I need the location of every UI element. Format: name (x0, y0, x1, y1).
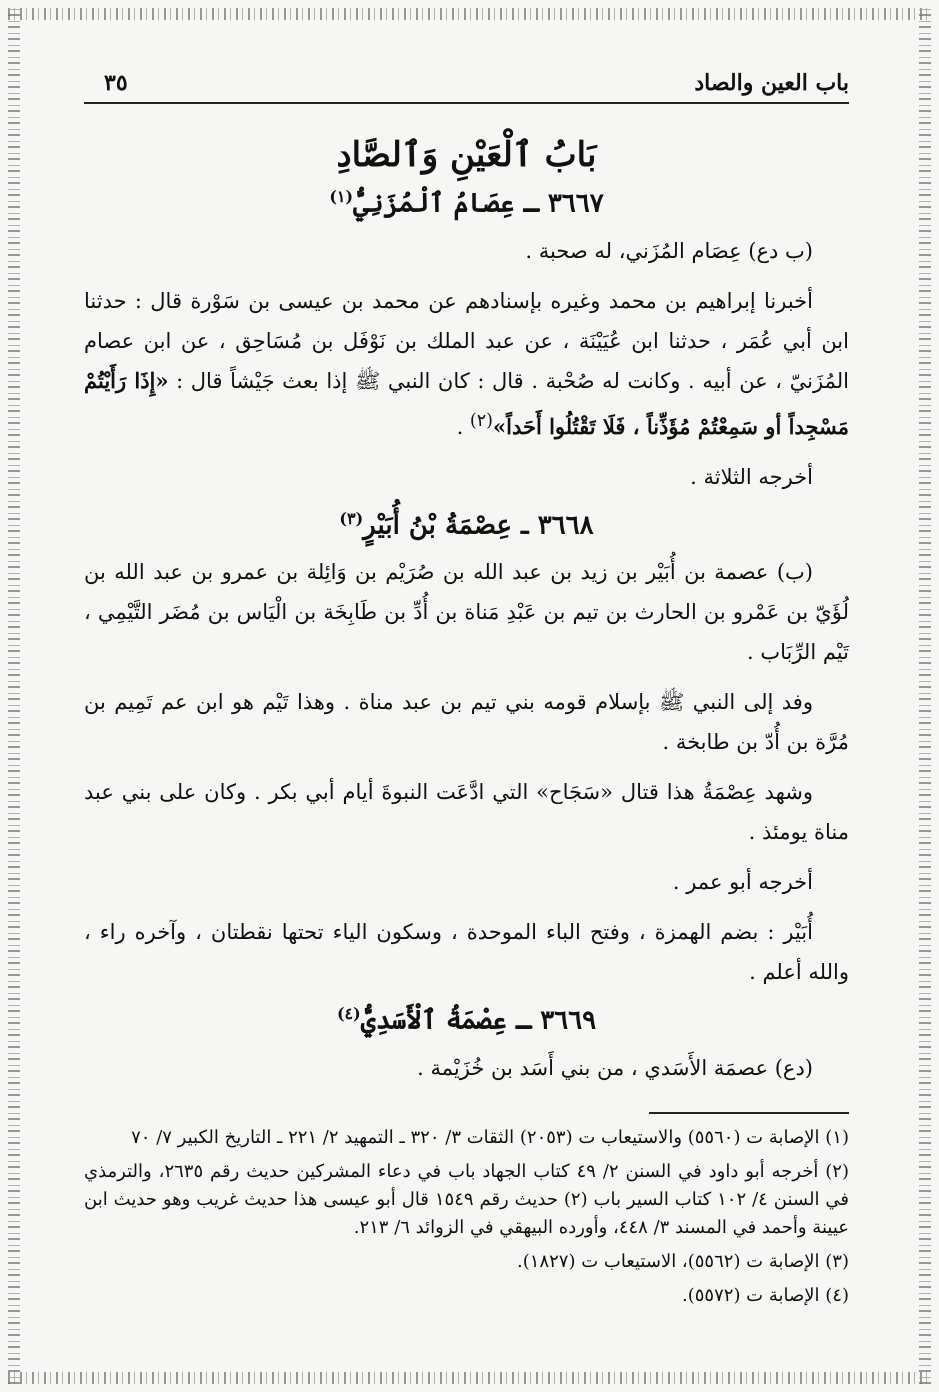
entry-paragraph: أخرجه أبو عمر . (672, 870, 813, 895)
entry-paragraph: أخرجه الثلاثة . (690, 464, 813, 489)
hadith-text: «إِذَا رَأَيْتُمْ مَسْجِداً أو سَمِعْتُمْ مُؤَذِّناً ، فَلَا تَقْتُلُوا أَحَداً» (84, 367, 849, 439)
entry-paragraph: (ب دع) عِصَام المُزَني، له صحبة . (525, 238, 813, 263)
footnote: (٤) الإصابة ت (٥٥٧٢). (682, 1284, 849, 1306)
entry-title-text: ٣٦٦٩ ـ عِصْمَةُ ٱلْأَسَدِيُّ (360, 1005, 597, 1036)
footnote-ref: (٤) (336, 1004, 361, 1024)
narration-text: أخبرنا إبراهيم بن محمد وغيره بإسنادهم عن محمد بن عيسى بن سَوْرة قال : حدثنا ابن أبي عُمَر ، حدثنا ابن عُيَيْنَة ، عن عبد الملك بن نَوْفَل بن مُسَاحِق ، عن ابن عصام المُزَنيّ ، عن أبيه . وكانت له صُحْبة . قال : كان النبي ﷺ إذا بعث جَيْشاً قال : (84, 288, 849, 393)
running-head-title: باب العين والصاد (694, 70, 849, 96)
footnote: (٢) أخرجه أبو داود في السنن ٢/ ٤٩ كتاب الجهاد باب في دعاء المشركين حديث رقم ٢٦٣٥، والترمذي في السنن ٤/ ١٠٢ كتاب السير باب (٢) حديث رقم ١٥٤٩ قال أبو عيسى هذا حديث غريب وهو حديث ابن عيينة وأحمد في المسند ٣/ ٤٤٨، وأورده البيهقي في الزوائد ٦/ ٢١٣. (84, 1160, 850, 1238)
decorative-border-bottom (8, 1372, 931, 1384)
entry-title-text: ٣٦٦٧ ـ عِصَامُ ٱلْمُزَنِيُّ (353, 188, 604, 219)
footnotes (84, 1124, 849, 1310)
footnote-divider (649, 1112, 849, 1114)
footnote: (١) الإصابة ت (٥٥٦٠) والاستيعاب ت (٢٠٥٣) الثقات ٣/ ٣٢٠ ـ التمهيد ٢/ ٢٢١ ـ التاريخ الكبير ٧/ ٧٠ (131, 1126, 849, 1148)
chapter-title: بَابُ ٱلْعَيْنِ وَٱلصَّادِ (336, 135, 597, 175)
entry-paragraph: (دع) عصمَة الأَسَدي ، من بني أَسَد بن خُزَيْمة . (417, 1055, 813, 1080)
page-number: ٣٥ (104, 70, 128, 96)
entry-paragraph: أخبرنا إبراهيم بن محمد وغيره بإسنادهم عن محمد بن عيسى بن سَوْرة قال : حدثنا ابن أبي عُمَر ، حدثنا ابن عُيَيْنَة ، عن عبد الملك بن نَوْفَل بن مُسَاحِق ، عن ابن عصام المُزَنيّ ، عن أبيه . وكانت له صُحْبة . قال : كان النبي ﷺ إذا بعث جَيْشاً قال : «إِذَا رَأَيْتُمْ مَسْجِداً أو سَمِعْتُمْ مُؤَذِّناً ، فَلَا تَقْتُلُوا أَحَداً»$^{(٢)}$ . (84, 288, 849, 439)
footnote-ref: (١) (329, 187, 354, 206)
entry-paragraph: أُبَيْر : بضم الهمزة ، وفتح الباء الموحدة ، وسكون الياء تحتها نقطتان ، وآخره راء ، والله أعلم . (84, 920, 849, 985)
footnote: (٣) الإصابة ت (٥٥٦٢)، الاستيعاب ت (١٨٢٧). (517, 1250, 849, 1272)
page-body (84, 62, 849, 1352)
decorative-border-top (8, 8, 931, 20)
running-head (84, 62, 849, 104)
entry-title (84, 187, 849, 219)
footnote-ref: (٢) (469, 410, 493, 431)
entry-title-text: ٣٦٦٨ ـ عِصْمَةُ بْنُ أُبَيْرٍ (363, 510, 594, 541)
decorative-border-right (919, 8, 931, 1384)
entry-paragraph: وشهد عِصْمَةُ هذا قتال «سَجَاح» التي ادَّعَت النبوةَ أيام أبي بكر . وكان على بني عبد مناة يومئذ . (84, 780, 849, 845)
decorative-border-left (8, 8, 20, 1384)
entry-title (84, 509, 849, 541)
entry-paragraph: وفد إلى النبي ﷺ بإسلام قومه بني تيم بن عبد مناة . وهذا تَيْم هو ابن عم تَمِيم بن مُرَّة بن أُدّ بن طابخة . (84, 690, 849, 755)
entry-title (84, 1004, 849, 1036)
footnote-ref: (٣) (339, 508, 364, 528)
entry-paragraph: (ب) عصمة بن أُبَيْر بن زيد بن عبد الله بن صُرَيْم بن وَائِلة بن عمرو بن عبد الله بن لُؤَيّ بن عَمْرو بن الحارث بن تيم بن عَبْدِ مَناة بن أُدِّ بن طَابِخَة بن الْيَاس بن مُضَر التَّيْمِي ، تَيْم الرِّبَاب . (84, 560, 849, 665)
